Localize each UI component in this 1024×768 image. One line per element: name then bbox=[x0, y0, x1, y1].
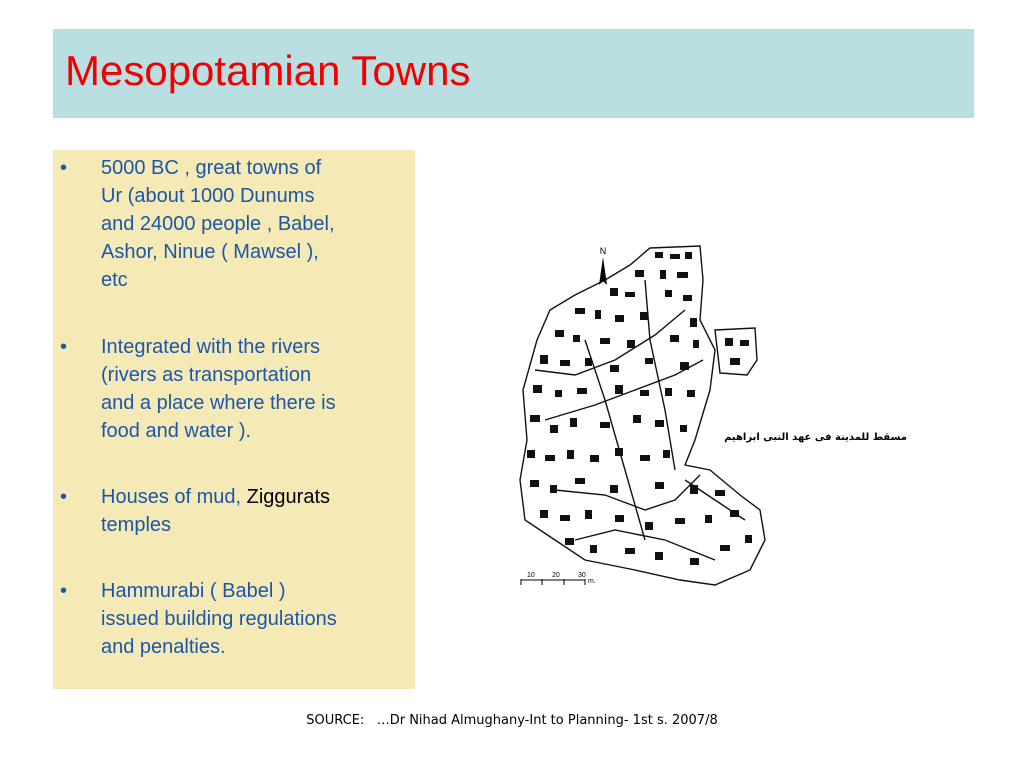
bullet-text bbox=[101, 154, 407, 294]
slide-title: Mesopotamian Towns bbox=[65, 47, 471, 94]
bullet-line: (rivers as transportation bbox=[101, 364, 312, 386]
scale-bar bbox=[520, 572, 600, 588]
bullet-marker: • bbox=[60, 486, 68, 508]
north-label: N bbox=[599, 246, 607, 256]
bullet-list-box bbox=[53, 150, 415, 689]
bullet-line: Integrated with the rivers bbox=[101, 336, 320, 358]
bullet-line: etc bbox=[101, 269, 128, 291]
bullet-marker: • bbox=[60, 157, 68, 179]
bullet-line: Ashor, Ninue ( Mawsel ), bbox=[101, 241, 319, 263]
bullet-text-start: Houses of mud, bbox=[101, 486, 247, 508]
bullet-text bbox=[101, 483, 407, 539]
map-caption: مسقط للمدينة فى عهد النبى ابراهيم bbox=[724, 432, 907, 443]
north-arrow-icon bbox=[596, 245, 610, 287]
bullet-line: and 24000 people , Babel, bbox=[101, 213, 335, 235]
bullet-text bbox=[101, 577, 407, 661]
bullet-line bbox=[101, 483, 407, 511]
bullet-line: food and water ). bbox=[101, 420, 252, 442]
bullet-line: temples bbox=[101, 514, 172, 536]
bullet-line: Ur (about 1000 Dunums bbox=[101, 185, 315, 207]
scale-label: 10 bbox=[527, 572, 535, 579]
scale-label: 20 bbox=[552, 572, 560, 579]
scale-unit: m. bbox=[588, 578, 596, 585]
bullet-line: issued building regulations bbox=[101, 608, 337, 630]
bullet-line: and penalties. bbox=[101, 636, 226, 658]
bullet-line: and a place where there is bbox=[101, 392, 336, 414]
title-bar bbox=[53, 29, 974, 118]
bullet-line: Hammurabi ( Babel ) bbox=[101, 580, 286, 602]
bullet-marker: • bbox=[60, 580, 68, 602]
city-plan-map bbox=[515, 240, 775, 590]
ziggurats-highlight: Ziggurats bbox=[246, 486, 330, 508]
bullet-line: 5000 BC , great towns of bbox=[101, 157, 322, 179]
bullet-text bbox=[101, 333, 407, 445]
scale-label: 30 bbox=[578, 572, 586, 579]
bullet-marker: • bbox=[60, 336, 68, 358]
source-citation: SOURCE: …Dr Nihad Almughany-Int to Planning- 1st s. 2007/8 bbox=[306, 713, 718, 728]
scale-ruler-icon bbox=[520, 579, 586, 585]
